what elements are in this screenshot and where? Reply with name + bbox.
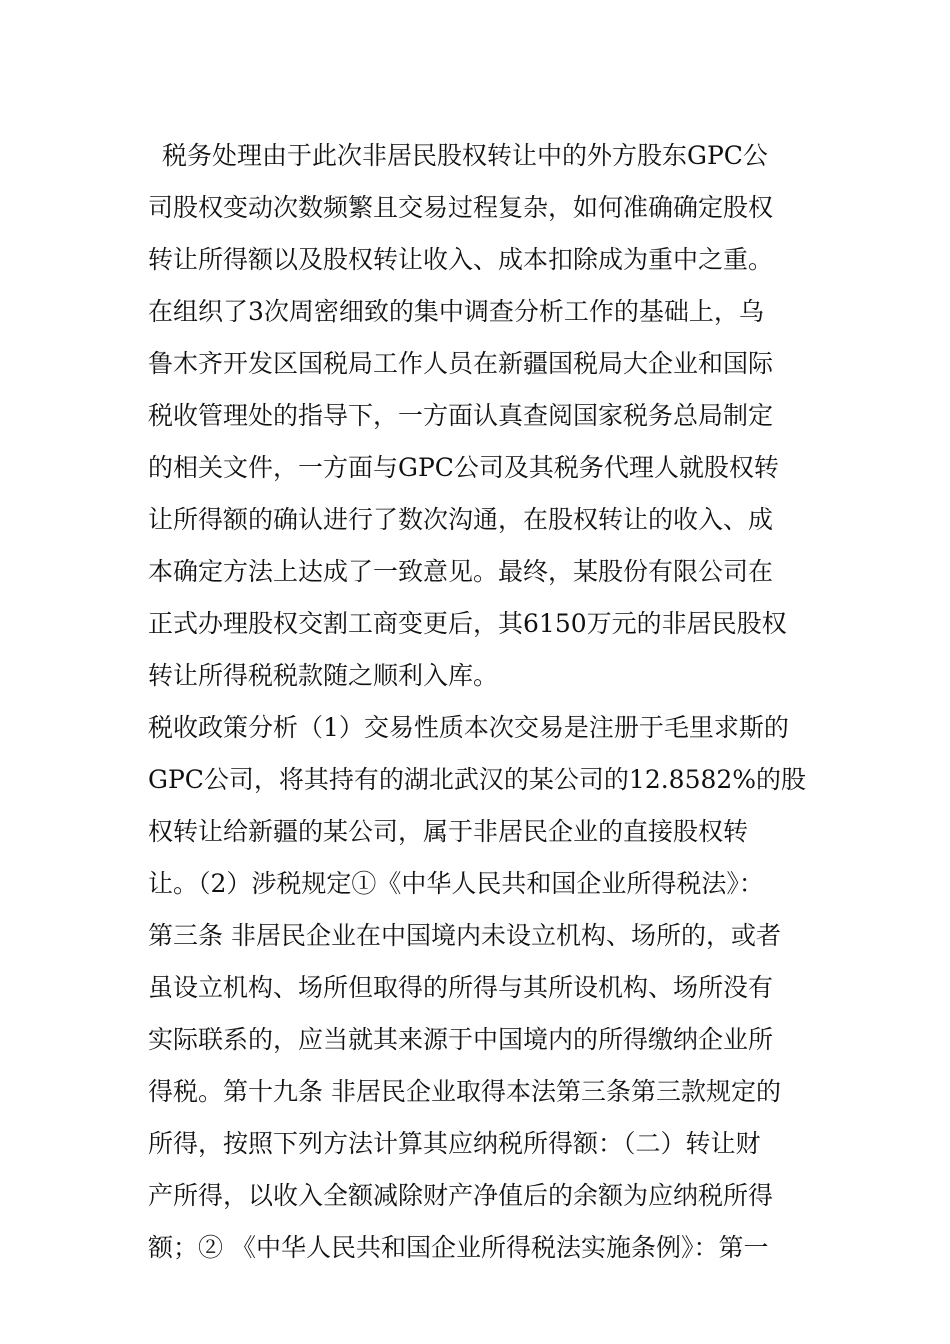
text-line: 得税。第十九条 非居民企业取得本法第三条第三款规定的	[148, 1077, 781, 1106]
body-text	[148, 130, 808, 1274]
text-line: 本确定方法上达成了一致意见。最终，某股份有限公司在	[148, 557, 774, 586]
text-line: 产所得，以收入全额减除财产净值后的余额为应纳税所得	[148, 1181, 774, 1210]
text-line: 让所得额的确认进行了数次沟通，在股权转让的收入、成	[148, 505, 774, 534]
text-line: 税收政策分析（1）交易性质本次交易是注册于毛里求斯的	[148, 713, 789, 742]
text-line: 实际联系的，应当就其来源于中国境内的所得缴纳企业所	[148, 1025, 774, 1054]
text-line: GPC公司，将其持有的湖北武汉的某公司的12.8582%的股	[148, 765, 807, 794]
text-line: 让。（2）涉税规定①《中华人民共和国企业所得税法》：	[148, 869, 764, 898]
text-line: 虽设立机构、场所但取得的所得与其所设机构、场所没有	[148, 973, 774, 1002]
text-line: 额；② 《中华人民共和国企业所得税法实施条例》：第一	[148, 1233, 769, 1262]
text-line: 转让所得额以及股权转让收入、成本扣除成为重中之重。	[148, 245, 774, 274]
text-line: 所得，按照下列方法计算其应纳税所得额：（二）转让财	[148, 1129, 761, 1158]
text-line: 税务处理由于此次非居民股权转让中的外方股东GPC公	[162, 141, 768, 170]
text-line: 权转让给新疆的某公司，属于非居民企业的直接股权转	[148, 817, 749, 846]
text-line: 第三条 非居民企业在中国境内未设立机构、场所的，或者	[148, 921, 781, 950]
text-line: 转让所得税税款随之顺利入库。	[148, 661, 499, 690]
text-line: 的相关文件，一方面与GPC公司及其税务代理人就股权转	[148, 453, 779, 482]
text-line: 鲁木齐开发区国税局工作人员在新疆国税局大企业和国际	[148, 349, 774, 378]
text-line: 在组织了3次周密细致的集中调查分析工作的基础上，乌	[148, 297, 764, 326]
text-line: 司股权变动次数频繁且交易过程复杂，如何准确确定股权	[148, 193, 774, 222]
text-line: 正式办理股权交割工商变更后，其6150万元的非居民股权	[148, 609, 787, 638]
text-line: 税收管理处的指导下，一方面认真查阅国家税务总局制定	[148, 401, 774, 430]
